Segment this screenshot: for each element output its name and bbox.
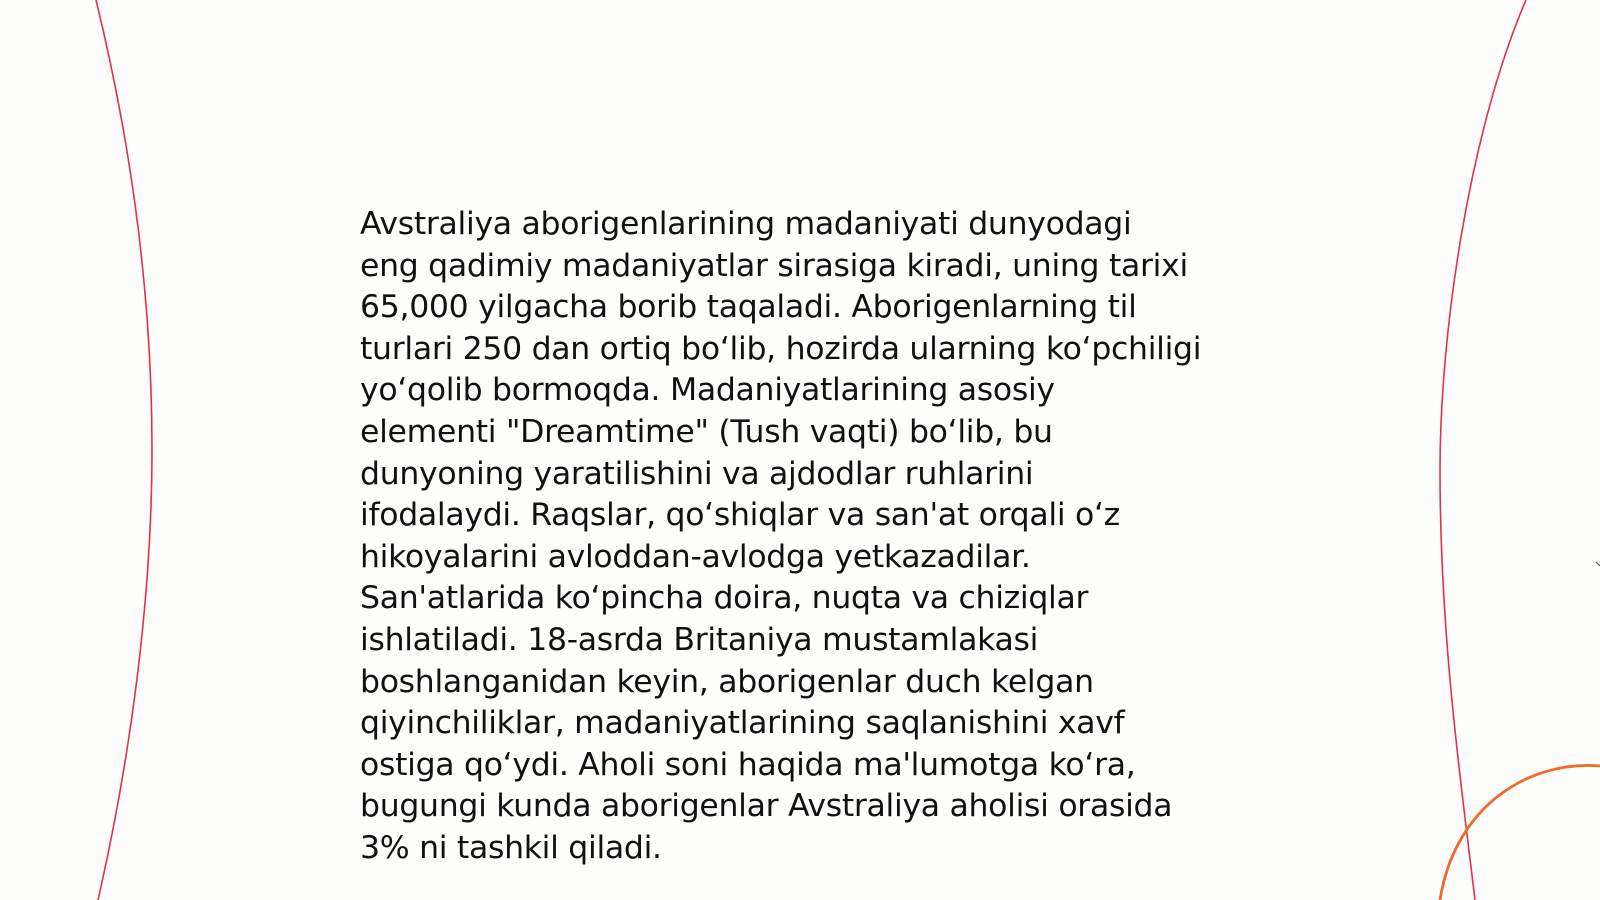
paragraph-line: ifodalaydi. Raqslar, qo‘shiqlar va san'at orqali o‘z bbox=[360, 497, 1120, 534]
paragraph-line: turlari 250 dan ortiq bo‘lib, hozirda ularning ko‘pchiligi bbox=[360, 330, 1202, 367]
paragraph-line: yo‘qolib bormoqda. Madaniyatlarining asosiy bbox=[360, 372, 1055, 409]
paragraph-line: 3% ni tashkil qiladi. bbox=[360, 829, 662, 866]
paragraph-line: ishlatiladi. 18-asrda Britaniya mustamlakasi bbox=[360, 621, 1039, 658]
left-curve-line bbox=[96, 0, 152, 900]
paragraph-line: Avstraliya aborigenlarining madaniyati dunyodagi bbox=[360, 206, 1132, 242]
paragraph-line: San'atlarida ko‘pincha doira, nuqta va chiziqlar bbox=[360, 580, 1089, 617]
paragraph-line: dunyoning yaratilishini va ajdodlar ruhlarini bbox=[360, 455, 1034, 492]
paragraph-line: ostiga qo‘ydi. Aholi soni haqida ma'lumotga ko‘ra, bbox=[360, 746, 1136, 783]
paragraph-line: 65,000 yilgacha borib taqaladi. Aborigenlarning til bbox=[360, 289, 1137, 326]
body-paragraph bbox=[360, 204, 1260, 870]
paragraph-line: hikoyalarini avloddan-avlodga yetkazadilar. bbox=[360, 538, 1031, 575]
right-curve-line bbox=[1440, 0, 1526, 900]
paragraph-line: elementi "Dreamtime" (Tush vaqti) bo‘lib, bu bbox=[360, 413, 1053, 450]
paragraph-line: qiyinchiliklar, madaniyatlarining saqlanishini xavf bbox=[360, 705, 1125, 742]
paragraph-line: boshlanganidan keyin, aborigenlar duch kelgan bbox=[360, 663, 1094, 700]
paragraph-line: bugungi kunda aborigenlar Avstraliya aholisi orasida bbox=[360, 788, 1173, 825]
paragraph-line: eng qadimiy madaniyatlar sirasiga kiradi, uning tarixi bbox=[360, 247, 1188, 284]
small-marker-icon bbox=[1596, 562, 1600, 566]
orange-arc bbox=[1440, 765, 1600, 900]
